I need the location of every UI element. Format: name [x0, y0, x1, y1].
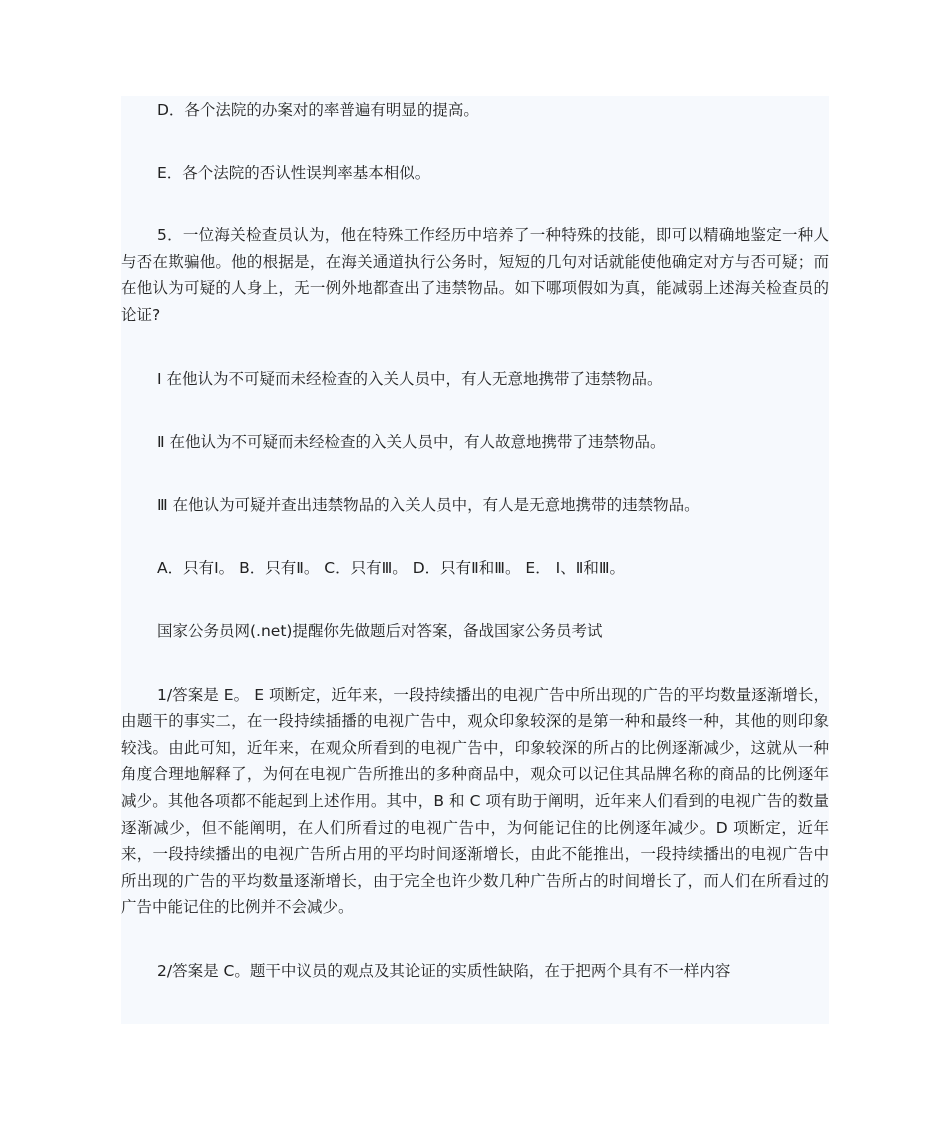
answer-2-paragraph: 2/答案是 C。题干中议员的观点及其论证的实质性缺陷，在于把两个具有不一样内容 — [157, 961, 731, 980]
statement-3-paragraph: Ⅲ 在他认为可疑并查出违禁物品的入关人员中，有人是无意地携带的违禁物品。 — [157, 495, 700, 514]
answer-options-paragraph: A．只有Ⅰ。 B．只有Ⅱ。 C．只有Ⅲ。 D．只有Ⅱ和Ⅲ。 E． Ⅰ、Ⅱ和Ⅲ。 — [157, 559, 626, 578]
answer-1-paragraph: 1/答案是 E。 E 项断定，近年来，一段持续播出的电视广告中所出现的广告的平均数量逐渐增长，由题干的事实二，在一段持续插播的电视广告中，观众印象较深的是第一种和最终一种，其他的则印象较浅。由此可知，近年来，在观众所看到的电视广告中，印象较深的所占的比例逐渐减少，这就从一种角度合理地解释了，为何在电视广告所推出的多种商品中，观众可以记住其品牌名称的商品的比例逐年减少。其他各项都不能起到上述作用。其中，B 和 C 项有助于阐明，近年来人们看到的电视广告的数量逐渐减少，但不能阐明，在人们所看过的电视广告中，为何能记住的比例逐年减少。D 项断定，近年来，一段持续播出的电视广告所占用的平均时间逐渐增长，由此不能推出，一段持续播出的电视广告中所出现的广告的平均数量逐渐增长，由于完全也许少数几种广告所占的时间增长了，而人们在所看过的广告中能记住的比例并不会减少。 — [121, 685, 829, 917]
notice-paragraph: 国家公务员网(.net)提醒你先做题后对答案，备战国家公务员考试 — [157, 621, 603, 640]
option-e-paragraph: E．各个法院的否认性误判率基本相似。 — [157, 163, 431, 182]
statement-1-paragraph: Ⅰ 在他认为不可疑而未经检查的入关人员中，有人无意地携带了违禁物品。 — [157, 369, 663, 388]
statement-2-paragraph: Ⅱ 在他认为不可疑而未经检查的入关人员中，有人故意地携带了违禁物品。 — [157, 433, 666, 452]
document-body — [121, 96, 829, 1024]
option-d-paragraph: D．各个法院的办案对的率普遍有明显的提高。 — [157, 101, 479, 119]
question-5-paragraph: 5．一位海关检查员认为，他在特殊工作经历中培养了一种特殊的技能，即可以精确地鉴定一种人与否在欺骗他。他的根据是，在海关通道执行公务时，短短的几句对话就能使他确定对方与否可疑；而在他认为可疑的人身上，无一例外地都查出了违禁物品。如下哪项假如为真，能减弱上述海关检查员的论证? — [121, 226, 829, 324]
